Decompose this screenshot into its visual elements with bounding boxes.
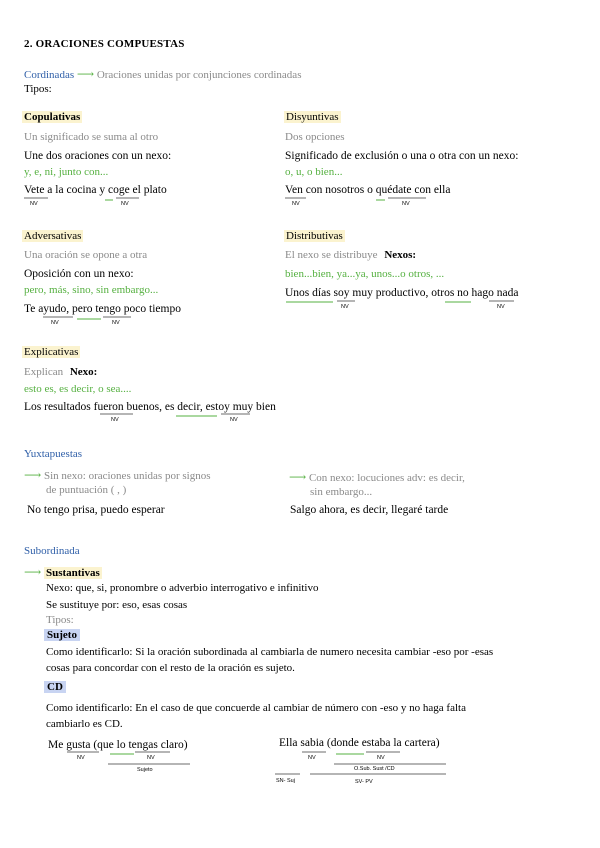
distributivas-nexos-label: Nexos: [384, 249, 417, 261]
arrow-right-icon: ⟶ [24, 468, 42, 482]
tipos-label: Tipos: [24, 83, 52, 95]
sub-example2: Ella sabia (donde estaba la cartera) [279, 737, 440, 749]
adversativas-def: Oposición con un nexo: [24, 268, 134, 280]
arrow-right-icon: ⟶ [76, 67, 95, 81]
adversativas-nv1: NV [51, 320, 59, 326]
copulativas-heading: Copulativas [24, 111, 81, 123]
adversativas-desc: Una oración se opone a otra [24, 249, 148, 261]
yuxt-sin-desc1: oraciones unidas por signos [88, 470, 211, 482]
distributivas-desc: El nexo se distribuye [285, 249, 378, 261]
sub-example2-nv2: NV [377, 755, 385, 761]
sub-example2-svpv: SV- PV [355, 779, 373, 785]
copulativas-desc: Un significado se suma al otro [24, 131, 159, 143]
explicativas-nv2: NV [230, 417, 238, 423]
sub-example1-nv1: NV [77, 755, 85, 761]
disyuntivas-desc: Dos opciones [285, 131, 345, 143]
adversativas-nv2: NV [112, 320, 120, 326]
subordinada-label: Subordinada [24, 545, 80, 557]
sub-example1-nv2: NV [147, 755, 155, 761]
yuxt-con-row [289, 470, 465, 485]
copulativas-nexos: y, e, ni, junto con... [24, 166, 109, 178]
coordinadas-label: Cordinadas [24, 69, 75, 81]
distributivas-desc-row [285, 249, 416, 261]
distributivas-heading: Distributivas [286, 230, 343, 242]
disyuntivas-nv1: NV [292, 201, 300, 207]
explicativas-heading: Explicativas [24, 346, 79, 358]
disyuntivas-def: Significado de exclusión o una o otra con un nexo: [285, 150, 519, 162]
yuxt-sin-example: No tengo prisa, puedo esperar [27, 504, 165, 516]
coordinadas-desc: Oraciones unidas por conjunciones cordinadas [96, 69, 302, 81]
distributivas-example: Unos días soy muy productivo, otros no hago nada [285, 287, 519, 299]
disyuntivas-nexos: o, u, o bien... [285, 166, 343, 178]
sub-example2-osub: O.Sub. Sust /CD [354, 766, 395, 772]
arrow-right-icon: ⟶ [289, 470, 307, 484]
copulativas-example: Vete a la cocina y coge el plato [24, 184, 167, 196]
explicativas-desc: Explican [24, 366, 64, 378]
sustantivas-sustituye: Se sustituye por: eso, esas cosas [46, 599, 188, 611]
cd-text2: cambiarlo es CD. [46, 718, 123, 730]
sub-example1: Me gusta (que lo tengas claro) [48, 739, 188, 751]
cd-text1: Como identificarlo: En el caso de que concuerde al cambiar de número con -eso y no haga falta [46, 702, 466, 714]
arrow-right-icon: ⟶ [24, 565, 42, 579]
explicativas-nexo-label: Nexo: [69, 366, 98, 378]
sub-example2-snsuj: SN- Suj [276, 778, 295, 784]
copulativas-def: Une dos oraciones con un nexo: [24, 150, 172, 162]
yuxt-sin-row [24, 468, 210, 483]
distributivas-nv2: NV [497, 304, 505, 310]
sub-example1-sujeto: Sujeto [137, 767, 153, 773]
yuxt-sin-desc2: de puntuación ( , ) [46, 484, 127, 496]
adversativas-nexos: pero, más, sino, sin embargo... [24, 284, 159, 296]
yuxt-con-example: Salgo ahora, es decir, llegaré tarde [290, 504, 449, 516]
yuxt-con-desc2: sin embargo... [310, 486, 373, 498]
adversativas-example: Te ayudo, pero tengo poco tiempo [24, 303, 181, 315]
explicativas-nv1: NV [111, 417, 119, 423]
distributivas-nexos: bien...bien, ya...ya, unos...o otros, ... [285, 268, 445, 280]
sujeto-heading: Sujeto [44, 629, 80, 641]
sustantivas-heading: Sustantivas [45, 567, 100, 579]
explicativas-desc-row [24, 366, 97, 378]
yuxt-con-label: Con nexo: [308, 472, 355, 484]
distributivas-nv1: NV [341, 304, 349, 310]
adversativas-heading: Adversativas [24, 230, 82, 242]
sustantivas-row [24, 565, 102, 580]
sustantivas-tipos: Tipos: [46, 614, 74, 626]
yuxt-sin-label: Sin nexo: [43, 470, 86, 482]
disyuntivas-heading: Disyuntivas [286, 111, 339, 123]
copulativas-nv2: NV [121, 201, 129, 207]
sujeto-text2: cosas para concordar con el resto de la oración es sujeto. [46, 662, 295, 674]
disyuntivas-example: Ven con nosotros o quédate con ella [285, 184, 451, 196]
yuxtapuestas-label: Yuxtapuestas [24, 448, 83, 460]
cd-heading: CD [44, 681, 66, 693]
disyuntivas-nv2: NV [402, 201, 410, 207]
explicativas-nexos: esto es, es decir, o sea.... [24, 383, 132, 395]
copulativas-nv1: NV [30, 201, 38, 207]
page-title: 2. ORACIONES COMPUESTAS [24, 38, 185, 50]
sujeto-text1: Como identificarlo: Si la oración subordinada al cambiarla de numero necesita cambiar -eso por -esas [46, 646, 494, 658]
coordinadas-header [24, 67, 301, 82]
sub-example2-nv1: NV [308, 755, 316, 761]
explicativas-example: Los resultados fueron buenos, es decir, estoy muy bien [24, 401, 276, 413]
yuxt-con-desc1: locuciones adv: es decir, [357, 472, 465, 484]
sustantivas-nexo: Nexo: que, si, pronombre o adverbio interrogativo e infinitivo [46, 582, 319, 594]
